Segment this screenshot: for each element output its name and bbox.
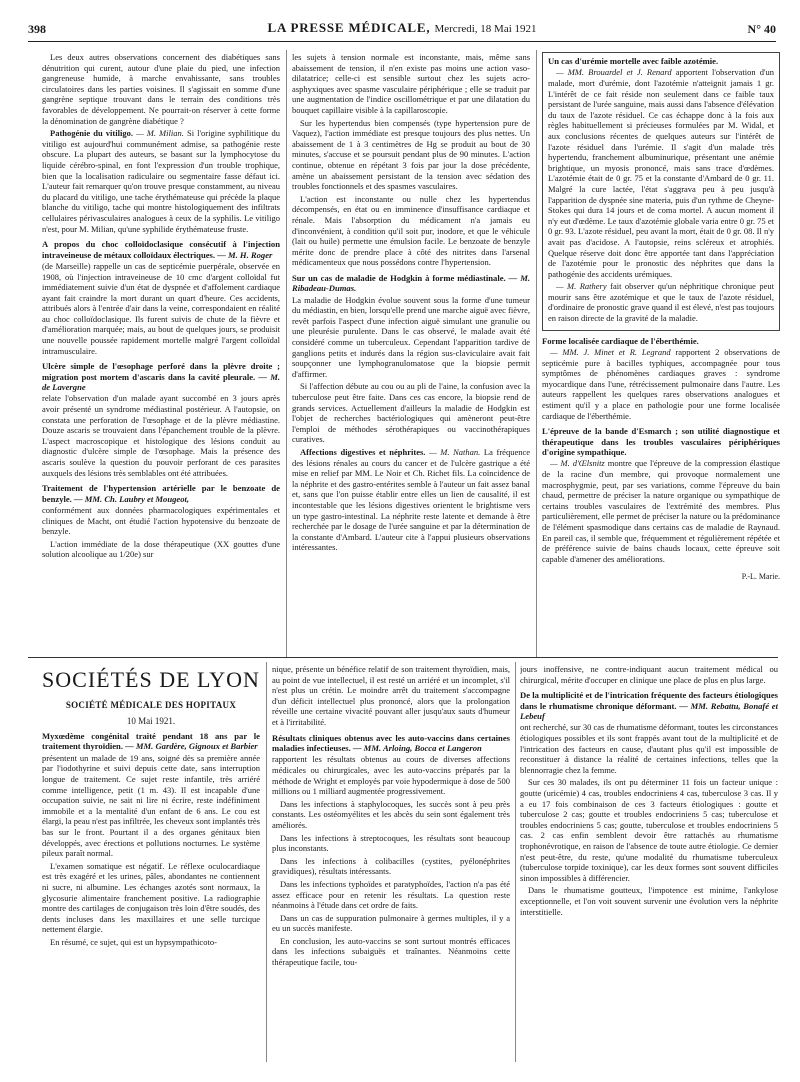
column-divider: [515, 662, 516, 1062]
lyon-meeting-date: 10 Mai 1921.: [126, 716, 176, 726]
section-divider: [28, 657, 778, 658]
section-author: — M. Rathery: [556, 281, 607, 292]
section-text: montre que l'épreuve de la compression élastique de la racine d'un membre, qui provoque normalement une macrosphygmie, peut, par ses variations, comme l'épreuve du bain chaud, permettre de préciser la nature organique ou sympathique de certains troubles vasculaires de l'extrémité des membres. Plus particulièrement, elle permet de préciser la nature ou la prédominance de l'élément spasmodique dans certains cas de maladie de Raynaud. En pareil cas, il semble que, fréquemment et régulièrement répétée et de préférence suivie de bains chauds locaux, cette épreuve soit capable d'amener des améliorations.: [542, 458, 780, 564]
journal-name: LA PRESSE MÉDICALE,: [267, 20, 431, 35]
issue-date: Mercredi, 18 Mai 1921: [434, 23, 537, 35]
paragraph: L'examen somatique est négatif. Le réflexe oculocardiaque est très exagéré et les urines, pâles, abondantes ne contiennent ni sucre, ni albumine. Les échanges azotés sont normaux, la glycosurie alimentaire franchement positive. La radiographie montre des cartilages de conjugaison très loin d'être soudés, des dents incluses dans les maxillaires et une selle turcique nettement élargie.: [42, 860, 260, 935]
section-author: — M. Nathan.: [429, 447, 481, 457]
paragraph: Dans les infections à colibacilles (cystites, pyélonéphrites gravidiques), résultats intéressants.: [272, 855, 510, 877]
section-title: Sur un cas de maladie de Hodgkin à forme médiastinale.: [292, 272, 506, 283]
section-text: rapportent 2 observations de septicémie pure à bacilles typhiques, accompagnée pour tous symptômes de phénomènes cardiaques graves : syndrome myocardique dans l'une, rétrécissement pulmonaire dans l'autre. Les auteurs rappellent les quelques rares observations analogues et estiment qu'il y a place en pathologie pour une forme localisée cardiaque de l'éberthémie.: [542, 347, 780, 421]
paragraph: les sujets à tension normale est inconstante, mais, même sans abaissement de tension, il n'en existe pas moins une action vaso-dilatatrice; celle-ci est sensible surtout chez les sujets acro-asphyxiques avec spasme vasculaire périphérique ; elle se traduit par une augmentation de l'indice oscillométrique et par une dilatation du bouquet capillaire visible à la capillaroscopie.: [292, 52, 530, 115]
paragraph: Dans le rhumatisme goutteux, l'impotence est minime, l'ankylose exceptionnelle, et l'on voit souvent survenir une évolution vers la néphrite interstitielle.: [520, 885, 778, 917]
paragraph: Dans les infections à streptocoques, les résultats sont beaucoup plus inconstants.: [272, 832, 510, 854]
paragraph: Dans un cas de suppuration pulmonaire à germes multiples, il y a eu un succès manifeste.: [272, 912, 510, 934]
paragraph: nique, présente un bénéfice relatif de son traitement thyroïdien, mais, au point de vue intellectuel, il est resté un arriéré et un incomplet, s'il n'est plus un crétin. Le moindre arrêt du traitement s'accompagne d'un déficit intellectuel plus prononcé, alors que la prolongation réveille une certaine vivacité pouvant aller jusqu'aux sauts d'humeur et à l'irritabilité.: [272, 664, 510, 727]
section-title: Myxœdème congénital traité pendant 18 ans par le traitement thyroïdien.: [42, 731, 260, 752]
section-text: présentent un malade de 19 ans, soigné dès sa première année par l'iodothyrine et suivi depuis cette date, sans interruption longue de traitement. Ce sujet reste infantile, très arriéré comme intelligence, petit (1 m. 43). Il est incapable d'une occupation suivie, ne sait ni lire ni écrire, reste indéfiniment immobile et a la mentalité d'un enfant de 6 ans. Le cou est élargi, la peau n'est pas infiltrée, les cheveux sont implantés très bas sur le front. Pourtant il a des organes génitaux bien développés, avec érections et pollutions nocturnes. Le système pileux paraît normal.: [42, 752, 260, 859]
column-5: [272, 664, 510, 1064]
page-number: 398: [28, 22, 46, 36]
section-author: — MM. J. Minet et R. Legrand: [550, 347, 671, 358]
section-author: — MM. Brouardel et J. Renard: [556, 67, 672, 78]
section-text: La fréquence des lésions rénales au cours du cancer et de l'ulcère gastrique a été mise en relief par MM. Le Noir et Ch. Richet fils. La coïncidence de la néphrite et des gastro-entérites semble à l'auteur un fait assez banal et, sans que l'on puisse établir entre elles un lien de causalité, il est incontestable que les lésions digestives orientent le brightisme vers un type gastro-intestinal. La néphrite reste latente et demande à être recherchée par le dosage de l'urée sanguine et par la détermination de la constante d'Ambard. L'auteur cite à l'appui plusieurs observations intéressantes.: [292, 447, 530, 553]
journal-title: [28, 20, 776, 35]
paragraph: En conclusion, les auto-vaccins se sont surtout montrés efficaces dans les infections subaiguës et traînantes. Néanmoins cette thérapeutique facile, tou-: [272, 935, 510, 968]
column-divider: [286, 50, 287, 657]
section-author: — M. Milian.: [136, 128, 184, 139]
column-divider: [536, 50, 537, 657]
paragraph: Dans les infections typhoïdes et paratyphoïdes, l'action n'a pas été assez efficace pour en retenir les résultats. La question reste néanmoins à l'étude dans cet ordre de faits.: [272, 878, 510, 911]
section-text: ont recherché, sur 30 cas de rhumatisme déformant, toutes les circonstances étiologiques possibles et ils sont frappés avant tout de la multiplicité et de l'intrication des facteurs en cause, d'autant plus qu'il est impossible de reconstituer à distance la réalité de certaines infections, telles que la blennorragie chez la femme.: [520, 722, 778, 775]
lyon-section-title: SOCIÉTÉS DE LYON: [42, 667, 260, 692]
section-text: (de Marseille) rappelle un cas de septicémie puerpérale, observée en 1908, où l'injection intraveineuse de 10 cmc d'argent colloïdal fut immédiatement suivie d'un état de dyspnée et d'affolement cardiaque ayant fait craindre la mort durant un quart d'heure. Ces accidents, attribués alors à l'entrée d'air dans la veine, correspondaient en réalité au choc colloïdoclasique. Ils furent suivis de chute de la fièvre et d'amélioration marquée; mais, au bout de quelques jours, se produisit une nouvelle poussée rapidement mortelle malgré l'argent colloïdal intramusculaire.: [42, 260, 280, 356]
section-author: — MM. Rebattu, Bonafé et Lebeuf: [520, 700, 778, 721]
section-title: L'épreuve de la bande d'Esmarch ; son utilité diagnostique et thérapeutique dans les troubles vasculaires périphériques d'origine sympathique.: [542, 426, 780, 458]
paragraph: Si l'affection débute au cou ou au pli de l'aine, la confusion avec la tuberculose peut être faite. Dans ces cas encore, la biopsie rend de grands services. Actuellement d'ailleurs la maladie de Hodgkin est l'objet de recherches bactériologiques qui amèneront peut-être l'emploi de méthodes sérothérapiques ou vaccinothérapiques curatives.: [292, 381, 530, 445]
section-author: — MM. Gardère, Gignoux et Barbier: [125, 741, 258, 752]
paragraph: Les deux autres observations concernent des diabétiques sans dénutrition qui curent, autour d'une plaie du pied, une infection gangreneuse humide, à marche envahissante, sans troubles circulatoires dans les parties voisines. Il s'agissait en somme d'une gangrène septique trouvant dans le terrain des conditions très favorables de développement. Ne pourrait-on réserver à cette forme la dénomination de gangrène diabétique ?: [42, 52, 280, 126]
section-author: — M. d'Œlsnitz: [550, 458, 605, 469]
paragraph: Sur les hypertendus bien compensés (type hypertension pure de Vaquez), l'action immédiate est presque toujours des plus nettes. Un abaissement de 1 à 3 centimètres de Hg se produit au bout de 30 minutes, s'accuse et se poursuit pendant plus de 90 minutes. L'action continue, obtenue en répétant 3 fois par jour la dose précédente, amène un abaissement persistant de la tension avec sédation des troubles fonctionnels et des spasmes vasculaires.: [292, 117, 530, 192]
column-divider: [266, 662, 267, 1062]
section-title: Ulcère simple de l'œsophage perforé dans la plèvre droite ; migration post mortem d'ascaris dans la cavité pleurale.: [42, 361, 280, 382]
section-author: — MM. Ch. Laubry et Mougeot,: [74, 493, 190, 504]
section-text: fait observer qu'un néphritique chronique peut mourir sans être azotémique et que le taux de l'azote résiduel, d'ordinaire de pronostic grave quand il est élevé, n'est pas toujours en raison directe de la gravité de la maladie.: [548, 281, 774, 324]
paragraph: jours inoffensive, ne contre-indiquant aucun traitement médical ou chirurgical, mérite d'occuper en clinique une place de plus en plus large.: [520, 664, 778, 685]
section-title: Affections digestives et néphrites.: [300, 447, 426, 457]
section-text: rapportent les résultats obtenus au cours de diverses affections médicales ou chirurgicales, avec les auto-vaccins préparés par la méthode de Wright et employés par voie hypodermique à dose de 500 millions ou 1 milliard augmentée progressivement.: [272, 754, 510, 797]
section-author: — M. Ribadeau-Dumas.: [292, 272, 530, 294]
section-text: Si l'origine syphilitique du vitiligo est aujourd'hui communément admise, sa pathogénie reste obscure. La plupart des auteurs, se basant sur la lymphocytose du liquide cérébro-spinal, en font l'expression d'un trouble trophique, bien que la localisation radiculaire ou segmentaire fasse défaut ici. L'auteur fait remarquer qu'on trouve presque constamment, au niveau du placard du vitiligo, une tache érythémateuse qui précède la plaque blanche du vitiligo, tache qui montre histologiquement des infiltrats cellulaires périvasculaires analogues à ceux de la syphilis. Le vitiligo n'est, pour M. Milian, qu'une syphilide érythémateuse fruste.: [42, 128, 280, 234]
section-title: Traitement de l'hypertension artérielle par le benzoate de benzyle.: [42, 483, 280, 504]
paragraph: En résumé, ce sujet, qui est un hypsympathicoto-: [50, 936, 217, 947]
lyon-society-name: SOCIÉTÉ MÉDICALE DES HOPITAUX: [65, 700, 237, 710]
section-title: De la multiplicité et de l'intrication fréquente des facteurs étiologiques dans le rhumatisme chronique déformant.: [520, 690, 778, 711]
section-title: A propos du choc colloïdoclasique consécutif à l'injection intraveineuse de métaux colloïdaux électriques.: [42, 239, 280, 260]
column-4: [42, 731, 260, 1061]
column-3: [542, 52, 780, 652]
paragraph: Dans les infections à staphylocoques, les succès sont à peu près constants. Les ostéomyélites et les abcès du sein sont également très améliorés.: [272, 798, 510, 830]
paragraph: Sur ces 30 malades, ils ont pu déterminer 11 fois un facteur unique : goutte (uricémie) 4 cas, troubles endocriniens 4 cas, tuberculose 3 cas. Il y a eu 17 fois combinaison de ces 3 facteurs étiologiques : goutte et tuberculose 2 cas; goutte et troubles endocriniens 5 cas; tuberculose et troubles endocriniens 5 cas; goutte, tuberculose et troubles endocriniens 5 cas. 2 cas enfin semblent devoir être rattachés au rhumatisme trophonévrotique, en raison de l'absence de toute autre étiologie. Ce dernier n'est peut-être, du reste, qu'une modalité du rhumatisme tuberculeux (tuberculose torpide toxinique), car les deux formes sont souvent difficiles sinon impossibles à différencier.: [520, 777, 778, 883]
signature: P.-L. Marie.: [741, 572, 780, 582]
section-author: — MM. Arloing, Bocca et Langeron: [352, 742, 482, 753]
issue-number: N° 40: [747, 22, 776, 36]
section-title: Forme localisée cardiaque de l'éberthémie.: [542, 335, 699, 346]
section-text: conformément aux données pharmacologiques expérimentales et cliniques de Macht, ont étudié l'action hypotensive du benzoate de benzyle.: [42, 505, 280, 537]
section-author: — M. H. Roger: [217, 249, 273, 260]
page-header: [28, 20, 776, 42]
column-2: [292, 52, 530, 657]
boxed-section: [542, 52, 780, 331]
section-title: Pathogénie du vitiligo.: [50, 128, 133, 139]
section-text: apportent l'observation d'un malade, mort d'urémie, dont l'azotémie n'atteignit jamais 1 gr. L'intérêt de ce fait réside non seulement dans ce faible taux persistant de l'urée sanguine, mais aussi dans l'absence d'élévation du taux de l'azote résiduel. Ce cas échappe donc à la fois aux règles habituellement si précieuses formulées par M. Widal, et aux conclusions récentes de quelques auteurs sur l'intérêt de l'azote résiduel dans l'urémie. Il s'agit d'un malade très hypertendu, franchement albuminurique, présentant une anémie brightique, un myosis prononcé, mais sans trace d'œdèmes. L'azotémie était de 0 gr. 75 et la constante d'Ambard de 0 gr. 11. Malgré la cure lactée, l'état s'aggrava peu à peu jusqu'à l'apparition de dyspnée sine materia, puis d'un rythme de Cheyne-Stokes qui dura 14 jours et de coma mortel. A aucun moment il n'y eut d'œdème. Le taux d'azotémie globale varia entre 0 gr. 75 et 0 gr. 93. L'azote résiduel, peu avant la mort, était de 0 gr. 08. Il n'y avait pas d'acidose. A l'autopsie, reins scléreux et atrophiés. Quelque réserve doit donc être apportée tant dans l'appréciation de l'azotémie pour le pronostic des néphrites que dans la pathogénie des accidents urémiques.: [548, 67, 775, 279]
column-6: [520, 664, 778, 1064]
section-title: Un cas d'urémie mortelle avec faible azotémie.: [548, 56, 719, 66]
paragraph: L'action immédiate de la dose thérapeutique (XX gouttes d'une solution alcoolique au 1/20e) sur: [42, 538, 280, 560]
column-1: [42, 52, 280, 657]
section-title: Résultats cliniques obtenus avec les auto-vaccins dans certaines maladies infectieuses.: [272, 732, 510, 753]
section-text: La maladie de Hodgkin évolue souvent sous la forme d'une tumeur du médiastin, en bien, lorsqu'elle prend une marche aiguë avec fièvre, revêt parfois l'aspect d'une infection aiguë simulant une granulie ou une pleurésie purulente. Dans le cas observé, le malade avait été considéré comme un tuberculeux. Cependant l'apparition tardive de ganglions petits et indurés dans la région sus-claviculaire avait fait soupçonner une lymphogranulomatose que la biopsie permit d'affirmer.: [292, 294, 530, 379]
section-text: relate l'observation d'un malade ayant succombé en 3 jours après avoir présenté un syndrome médiastinal postérieur. A l'autopsie, on constata une perforation de l'œsophage et de la plèvre médiastine. Douze ascaris se trouvaient dans l'épanchement trouble de la plèvre. L'aspect macroscopique et histologique des lésions conduit au diagnostic d'ulcère simple de l'œsophage. Mais la présence des ascaris soulève la question du pouvoir perforant de ces parasites auxquels des lésions très semblables ont été attribuées.: [42, 393, 280, 478]
paragraph: L'action est inconstante ou nulle chez les hypertendus décompensés, en état ou en imminence d'insuffisance cardiaque et rénale. Mais l'absorption du médicament n'a jamais eu d'inconvénient, à condition qu'il soit pur, inodore, et que le véhicule (lait ou huile) permette une émulsion facile. Le benzoate de benzyle mérite donc de prendre place à côté des nitrites dans l'arsenal médicamenteux que nous possédons contre l'hypertension.: [292, 193, 530, 268]
section-author: — M. de Lavergne: [42, 371, 280, 393]
